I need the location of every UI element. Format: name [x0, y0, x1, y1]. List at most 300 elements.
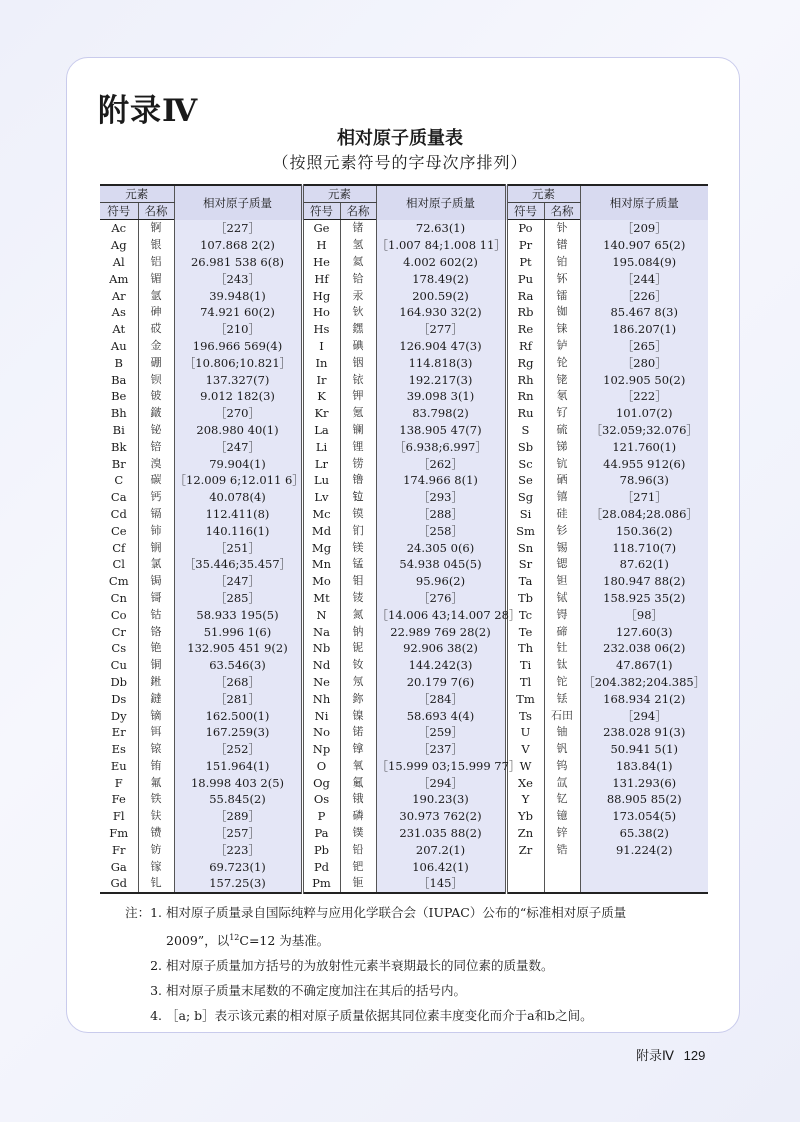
- element-symbol: Lv: [302, 489, 340, 506]
- element-name: 锡: [544, 539, 580, 556]
- element-symbol: Na: [302, 623, 340, 640]
- atomic-mass: 118.710(7): [580, 539, 708, 556]
- atomic-mass: ［12.009 6;12.011 6］: [174, 473, 304, 488]
- element-name: 𬭳: [544, 489, 580, 506]
- note-4: [112, 1003, 712, 1028]
- element-symbol: Tb: [506, 590, 544, 607]
- element-symbol: Li: [302, 438, 340, 455]
- element-symbol: Te: [506, 623, 544, 640]
- element-name: 铁: [138, 791, 174, 808]
- atomic-mass: 183.84(1): [580, 758, 708, 775]
- element-name: 钯: [340, 858, 376, 875]
- element-symbol: Ds: [111, 691, 127, 706]
- atomic-mass: 26.981 538 6(8): [174, 254, 302, 271]
- element-symbol: Mo: [302, 573, 340, 590]
- atomic-mass: 238.028 91(3): [580, 724, 708, 741]
- atomic-mass: 78.96(3): [580, 472, 708, 489]
- table-row: [100, 590, 708, 607]
- atomic-mass: ［35.446;35.457］: [174, 556, 302, 573]
- atomic-mass: ［1.007 84;1.008 11］: [376, 238, 506, 253]
- element-symbol: Th: [506, 640, 544, 657]
- element-name: 钒: [544, 741, 580, 758]
- element-symbol: Db: [110, 674, 128, 689]
- element-symbol: Co: [110, 607, 127, 622]
- element-symbol: Al: [112, 254, 125, 269]
- atomic-mass: 79.904(1): [174, 455, 302, 472]
- element-symbol: Hs: [302, 321, 340, 338]
- element-name: 钕: [340, 657, 376, 674]
- element-symbol: Pb: [302, 841, 340, 858]
- table-row: [100, 270, 708, 287]
- table-row: [100, 707, 708, 724]
- atomic-mass: 168.934 21(2): [580, 690, 708, 707]
- element-symbol: Lu: [302, 472, 340, 489]
- atomic-mass: ［15.999 03;15.999 77］: [376, 758, 521, 773]
- atomic-mass: 208.980 40(1): [174, 422, 302, 439]
- atomic-mass: [580, 858, 708, 875]
- atomic-mass: ［271］: [580, 489, 708, 506]
- element-name: 锝: [544, 606, 580, 623]
- element-symbol: Ra: [506, 287, 544, 304]
- element-name: 鿏: [340, 590, 376, 607]
- atomic-mass: 180.947 88(2): [580, 573, 708, 590]
- element-name: 砹: [138, 321, 174, 338]
- element-name: 金: [138, 338, 174, 355]
- element-name: 钡: [138, 371, 174, 388]
- element-symbol: Nb: [302, 640, 340, 657]
- note-2: [112, 953, 712, 978]
- element-symbol: Sm: [506, 522, 544, 539]
- atomic-mass: 157.25(3): [174, 875, 302, 893]
- element-name: 钌: [544, 405, 580, 422]
- element-symbol: Ca: [110, 490, 127, 505]
- note-3: [112, 978, 712, 1003]
- atomic-mass: 140.116(1): [174, 522, 302, 539]
- element-symbol: Ge: [302, 220, 340, 237]
- element-symbol: Tm: [506, 690, 544, 707]
- table-subtitle: （按照元素符号的字母次序排列）: [272, 153, 528, 172]
- element-name: 铜: [138, 657, 174, 674]
- note-4-number: 4.: [150, 1008, 162, 1024]
- element-symbol: He: [302, 254, 340, 271]
- atomic-mass: ［209］: [580, 220, 708, 237]
- table-row: [100, 791, 708, 808]
- element-name: 镭: [544, 287, 580, 304]
- element-symbol: Fr: [112, 842, 126, 857]
- element-name: 钴: [138, 606, 174, 623]
- element-name: 钫: [138, 841, 174, 858]
- atomic-mass: ［226］: [580, 287, 708, 304]
- atomic-mass: 162.500(1): [174, 707, 302, 724]
- atomic-mass: ［289］: [174, 808, 302, 825]
- element-name: 锘: [340, 724, 376, 741]
- atomic-mass: ［223］: [174, 841, 302, 858]
- atomic-mass: 58.693 4(4): [376, 707, 506, 724]
- element-symbol: Bi: [112, 422, 125, 437]
- atomic-mass: 137.327(7): [174, 371, 302, 388]
- element-symbol: Tl: [506, 674, 544, 691]
- element-name: 氯: [138, 556, 174, 573]
- element-symbol: Bh: [110, 406, 127, 421]
- element-name: 铕: [138, 758, 174, 775]
- element-name: 碲: [544, 623, 580, 640]
- element-name: 镄: [138, 825, 174, 842]
- atomic-mass: 138.905 47(7): [376, 422, 506, 439]
- element-name: 锂: [340, 438, 376, 455]
- table-row: [100, 405, 708, 422]
- atomic-mass: 47.867(1): [580, 657, 708, 674]
- atomic-mass: 121.760(1): [580, 438, 708, 455]
- atomic-mass: 30.973 762(2): [376, 808, 506, 825]
- element-symbol: Ba: [111, 372, 127, 387]
- atomic-mass: ［28.084;28.086］: [580, 506, 708, 523]
- element-symbol: Cm: [108, 574, 129, 589]
- table-row: [100, 623, 708, 640]
- element-name: 硅: [544, 506, 580, 523]
- element-symbol: Ho: [302, 304, 340, 321]
- element-name: 铊: [544, 674, 580, 691]
- element-name: 硫: [544, 422, 580, 439]
- element-name: 鉨: [340, 690, 376, 707]
- table-row: [100, 640, 708, 657]
- atomic-mass: 192.217(3): [376, 371, 506, 388]
- element-name: 碳: [138, 472, 174, 489]
- element-name: 锆: [544, 841, 580, 858]
- element-name: 钷: [340, 875, 376, 893]
- atomic-mass: 144.242(3): [376, 657, 506, 674]
- element-name: 氩: [138, 287, 174, 304]
- atomic-mass: 72.63(1): [376, 220, 506, 237]
- element-name: 𨨏: [138, 405, 174, 422]
- element-symbol: Si: [506, 506, 544, 523]
- element-name: 镧: [340, 422, 376, 439]
- atomic-mass: 106.42(1): [376, 858, 506, 875]
- element-symbol: Ti: [506, 657, 544, 674]
- header-mass: 相对原子质量: [174, 185, 302, 220]
- element-name: 钨: [544, 758, 580, 775]
- atomic-mass: 158.925 35(2): [580, 590, 708, 607]
- element-name: 锌: [544, 825, 580, 842]
- element-symbol: Lr: [302, 455, 340, 472]
- atomic-mass: 58.933 195(5): [174, 606, 302, 623]
- element-name: 钍: [544, 640, 580, 657]
- element-symbol: W: [506, 758, 544, 775]
- header-symbol: 符号: [100, 203, 138, 220]
- element-symbol: Ts: [506, 707, 544, 724]
- element-symbol: Eu: [110, 758, 127, 773]
- element-name: 钋: [544, 220, 580, 237]
- element-symbol: Se: [506, 472, 544, 489]
- element-name: 铈: [138, 522, 174, 539]
- element-name: 铒: [138, 724, 174, 741]
- element-name: 砷: [138, 304, 174, 321]
- page-number: 129: [683, 1048, 706, 1063]
- element-symbol: Cl: [112, 557, 125, 572]
- element-name: 钐: [544, 522, 580, 539]
- atomic-mass: ［268］: [174, 674, 302, 691]
- element-symbol: Zr: [506, 841, 544, 858]
- element-name: 铹: [340, 455, 376, 472]
- header-name: 名称: [138, 203, 174, 220]
- atomic-mass: ［277］: [376, 321, 506, 338]
- table-row: [100, 354, 708, 371]
- element-name: 锿: [138, 741, 174, 758]
- element-name: 𫟷: [340, 489, 376, 506]
- element-name: 镍: [340, 707, 376, 724]
- element-symbol: Yb: [506, 808, 544, 825]
- atomic-mass: 22.989 769 28(2): [376, 623, 506, 640]
- element-symbol: Mn: [302, 556, 340, 573]
- atomic-mass: 4.002 602(2): [376, 254, 506, 271]
- note-1: [112, 900, 712, 925]
- atomic-mass: 132.905 451 9(2): [174, 640, 302, 657]
- element-symbol: Tc: [506, 606, 544, 623]
- element-name: 氟: [138, 774, 174, 791]
- element-symbol: Ce: [110, 523, 127, 538]
- note-1-text-cont: 2009”，以: [166, 933, 230, 949]
- element-name: 鐽: [138, 690, 174, 707]
- element-name: 鿔: [138, 590, 174, 607]
- header-element: 元素: [302, 185, 376, 203]
- header-name: 名称: [340, 203, 376, 220]
- element-symbol: Pt: [506, 254, 544, 271]
- element-name: 银: [138, 237, 174, 254]
- atomic-mass: 55.845(2): [174, 791, 302, 808]
- notes: [112, 900, 712, 1028]
- element-name: 铂: [544, 254, 580, 271]
- atomic-mass: ［258］: [376, 522, 506, 539]
- element-symbol: Sg: [506, 489, 544, 506]
- table-row: [100, 539, 708, 556]
- element-symbol: Sc: [506, 455, 544, 472]
- table-row: [100, 841, 708, 858]
- element-name: 氪: [340, 405, 376, 422]
- atomic-mass: ［247］: [174, 438, 302, 455]
- element-symbol: As: [111, 305, 126, 320]
- atomic-mass: ［14.006 43;14.007 28］: [376, 607, 521, 622]
- element-symbol: Be: [111, 389, 127, 404]
- table-row: [100, 657, 708, 674]
- atomic-mass: 39.098 3(1): [376, 388, 506, 405]
- header-mass: 相对原子质量: [580, 185, 708, 220]
- element-symbol: Br: [111, 456, 126, 471]
- element-symbol: Og: [302, 774, 340, 791]
- element-name: 铅: [340, 841, 376, 858]
- element-symbol: Ac: [111, 221, 127, 236]
- atomic-mass: 91.224(2): [580, 841, 708, 858]
- table-row: [100, 237, 708, 254]
- element-symbol: Gd: [110, 876, 128, 891]
- element-symbol: Rg: [506, 354, 544, 371]
- element-name: 𫓧: [138, 808, 174, 825]
- element-name: 碘: [340, 338, 376, 355]
- atomic-mass: 231.035 88(2): [376, 825, 506, 842]
- atomic-mass: 85.467 8(3): [580, 304, 708, 321]
- element-name: 硼: [138, 354, 174, 371]
- element-symbol: Rb: [506, 304, 544, 321]
- element-name: 镥: [340, 472, 376, 489]
- atomic-mass: [580, 875, 708, 893]
- table-row: [100, 741, 708, 758]
- element-symbol: Kr: [302, 405, 340, 422]
- atomic-mass: 92.906 38(2): [376, 640, 506, 657]
- atomic-mass: 18.998 403 2(5): [174, 774, 302, 791]
- element-symbol: Bk: [111, 439, 127, 454]
- element-name: 锰: [340, 556, 376, 573]
- atomic-mass: ［237］: [376, 741, 506, 758]
- element-name: 铥: [544, 690, 580, 707]
- atomic-mass: 112.411(8): [174, 506, 302, 523]
- element-symbol: Pm: [302, 875, 340, 893]
- atomic-mass: ［10.806;10.821］: [174, 354, 302, 371]
- atomic-mass: 127.60(3): [580, 623, 708, 640]
- element-symbol: B: [114, 355, 123, 370]
- element-symbol: Ru: [506, 405, 544, 422]
- element-name: 钆: [138, 875, 174, 893]
- element-name: 钬: [340, 304, 376, 321]
- element-symbol: Cr: [111, 624, 126, 639]
- element-name: 镆: [340, 506, 376, 523]
- note-2-text: 相对原子质量加方括号的为放射性元素半衰期最长的同位素的质量数。: [166, 958, 554, 974]
- atomic-mass: ［98］: [580, 606, 708, 623]
- element-symbol: Ne: [302, 674, 340, 691]
- atomic-mass: 126.904 47(3): [376, 338, 506, 355]
- element-name: 镝: [138, 707, 174, 724]
- atomic-mass: 114.818(3): [376, 354, 506, 371]
- atomic-mass: ［6.938;6.997］: [376, 438, 506, 455]
- element-name: 钪: [544, 455, 580, 472]
- table-row: [100, 825, 708, 842]
- table-body: [100, 220, 708, 893]
- element-symbol: Nd: [302, 657, 340, 674]
- atomic-mass: 69.723(1): [174, 858, 302, 875]
- element-name: 氧: [340, 758, 376, 775]
- atomic-mass: ［204.382;204.385］: [580, 674, 708, 691]
- note-4-text: ［a; b］表示该元素的相对原子质量依据其同位素丰度变化而介于a和b之间。: [166, 1008, 593, 1024]
- element-symbol: [506, 875, 544, 893]
- element-symbol: Ta: [506, 573, 544, 590]
- table-row: [100, 556, 708, 573]
- atomic-mass: ［252］: [174, 741, 302, 758]
- element-symbol: V: [506, 741, 544, 758]
- appendix-title: 附录Ⅳ: [98, 93, 199, 129]
- table-row: [100, 522, 708, 539]
- element-symbol: Xe: [506, 774, 544, 791]
- note-lead: 注：1.: [125, 905, 162, 920]
- atomic-mass: ［270］: [174, 405, 302, 422]
- atomic-mass: ［262］: [376, 455, 506, 472]
- element-symbol: Pr: [506, 237, 544, 254]
- table-row: [100, 674, 708, 691]
- element-name: 铀: [544, 724, 580, 741]
- atomic-mass: 150.36(2): [580, 522, 708, 539]
- atomic-mass: 95.96(2): [376, 573, 506, 590]
- element-symbol: Ag: [110, 238, 127, 253]
- element-name: 镤: [340, 825, 376, 842]
- element-name: 𨭆: [340, 321, 376, 338]
- atomic-mass: ［32.059;32.076］: [580, 422, 708, 439]
- element-symbol: K: [302, 388, 340, 405]
- atomic-mass: 186.207(1): [580, 321, 708, 338]
- atomic-mass: 173.054(5): [580, 808, 708, 825]
- note-3-text: 相对原子质量末尾数的不确定度加注在其后的括号内。: [166, 983, 467, 999]
- element-name: 钽: [544, 573, 580, 590]
- element-name: [544, 875, 580, 893]
- table-row: [100, 254, 708, 271]
- element-name: 氮: [340, 606, 376, 623]
- element-name: 镎: [340, 741, 376, 758]
- element-name: 溴: [138, 455, 174, 472]
- element-name: 钼: [340, 573, 376, 590]
- element-symbol: Mc: [302, 506, 340, 523]
- table-row: [100, 338, 708, 355]
- header-mass: 相对原子质量: [376, 185, 506, 220]
- element-symbol: N: [302, 606, 340, 623]
- atomic-mass: 151.964(1): [174, 758, 302, 775]
- atomic-mass: 207.2(1): [376, 841, 506, 858]
- element-symbol: Os: [302, 791, 340, 808]
- element-name: 锎: [138, 539, 174, 556]
- element-symbol: Rn: [506, 388, 544, 405]
- table-row: [100, 858, 708, 875]
- element-symbol: Po: [506, 220, 544, 237]
- table-row: [100, 371, 708, 388]
- element-name: 汞: [340, 287, 376, 304]
- header-symbol: 符号: [302, 203, 340, 220]
- element-symbol: S: [506, 422, 544, 439]
- element-symbol: Pu: [506, 270, 544, 287]
- element-name: 铍: [138, 388, 174, 405]
- note-1-continued: [112, 925, 712, 953]
- table-row: [100, 808, 708, 825]
- atomic-mass: 102.905 50(2): [580, 371, 708, 388]
- atomic-mass: ［145］: [376, 875, 506, 893]
- element-symbol: Zn: [506, 825, 544, 842]
- element-name: 铋: [138, 422, 174, 439]
- element-name: 𨧀: [138, 674, 174, 691]
- element-name: 钚: [544, 270, 580, 287]
- element-symbol: No: [302, 724, 340, 741]
- element-symbol: Pa: [302, 825, 340, 842]
- header-name: 名称: [544, 203, 580, 220]
- atomic-mass: ［284］: [376, 690, 506, 707]
- element-symbol: C: [114, 473, 124, 488]
- atomic-mass: 174.966 8(1): [376, 472, 506, 489]
- atomic-mass: ［259］: [376, 724, 506, 741]
- table-row: [100, 774, 708, 791]
- element-name: 锶: [544, 556, 580, 573]
- table-row: [100, 489, 708, 506]
- table-row: [100, 573, 708, 590]
- element-symbol: O: [302, 758, 340, 775]
- element-name: 锔: [138, 573, 174, 590]
- element-name: 硒: [544, 472, 580, 489]
- element-name: 镨: [544, 237, 580, 254]
- element-symbol: P: [302, 808, 340, 825]
- atomic-mass: 107.868 2(2): [174, 237, 302, 254]
- element-symbol: Cn: [110, 590, 127, 605]
- atomic-mass: 74.921 60(2): [174, 304, 302, 321]
- atomic-mass: 190.23(3): [376, 791, 506, 808]
- atomic-mass: 40.078(4): [174, 489, 302, 506]
- element-symbol: F: [114, 775, 123, 790]
- element-name: 氢: [340, 237, 376, 254]
- table-row: [100, 422, 708, 439]
- element-symbol: Sn: [506, 539, 544, 556]
- element-name: 钇: [544, 791, 580, 808]
- element-symbol: Pd: [302, 858, 340, 875]
- atomic-mass: 87.62(1): [580, 556, 708, 573]
